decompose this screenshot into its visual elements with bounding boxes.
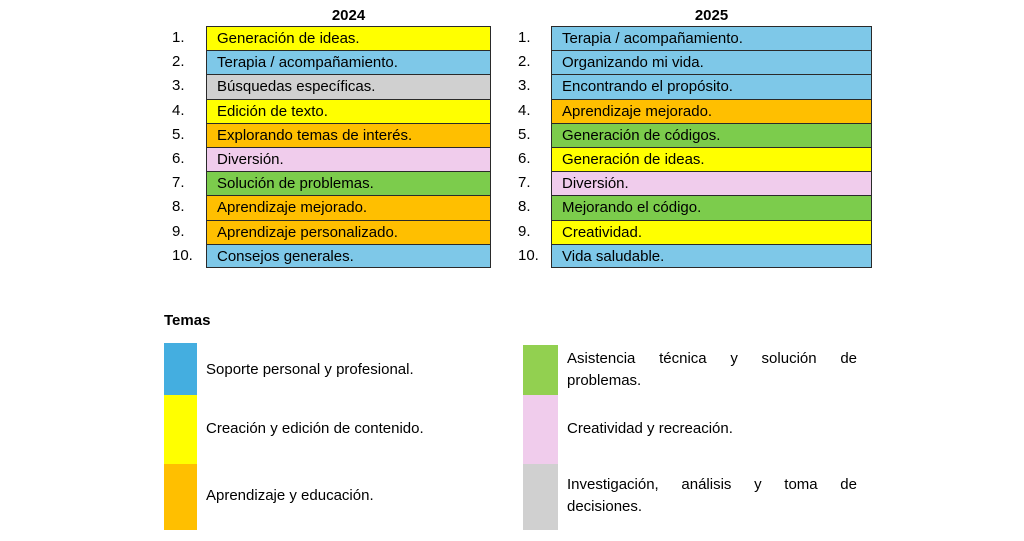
rank-number: 2. xyxy=(518,53,531,71)
legend-label: Soporte personal y profesional. xyxy=(206,361,414,378)
legend-label: Aprendizaje y educación. xyxy=(206,487,374,504)
rank-number: 8. xyxy=(518,198,531,216)
rank-number: 9. xyxy=(518,222,531,240)
use-case-cell: Mejorando el código. xyxy=(551,195,872,219)
rank-number: 5. xyxy=(172,125,185,143)
year-heading-2025: 2025 xyxy=(694,7,729,24)
legend-swatch xyxy=(523,395,558,464)
rank-number: 7. xyxy=(518,174,531,192)
use-case-cell: Diversión. xyxy=(206,147,491,171)
rank-number: 3. xyxy=(172,77,185,95)
use-case-cell: Generación de códigos. xyxy=(551,123,872,147)
legend-swatch xyxy=(164,464,197,530)
use-case-cell: Edición de texto. xyxy=(206,99,491,123)
legend-swatch xyxy=(164,343,197,395)
rank-number: 6. xyxy=(172,149,185,167)
rank-number: 8. xyxy=(172,198,185,216)
use-case-cell: Aprendizaje mejorado. xyxy=(551,99,872,123)
legend-swatch xyxy=(164,395,197,464)
legend-swatch xyxy=(523,345,558,395)
legend-label: Asistencia técnica y solución de problemas. xyxy=(567,350,857,389)
use-case-cell: Terapia / acompañamiento. xyxy=(206,50,491,74)
rank-number: 7. xyxy=(172,174,185,192)
legend-title: Temas xyxy=(164,312,211,329)
rank-number: 6. xyxy=(518,149,531,167)
rank-number: 3. xyxy=(518,77,531,95)
year-heading-2024: 2024 xyxy=(331,7,366,24)
rank-number: 1. xyxy=(172,29,185,46)
use-case-cell: Solución de problemas. xyxy=(206,171,491,195)
rank-number: 10. xyxy=(172,246,193,264)
use-case-cell: Consejos generales. xyxy=(206,244,491,268)
use-case-cell: Aprendizaje mejorado. xyxy=(206,195,491,219)
use-case-cell: Explorando temas de interés. xyxy=(206,123,491,147)
use-case-cell: Generación de ideas. xyxy=(551,147,872,171)
use-case-cell: Aprendizaje personalizado. xyxy=(206,220,491,244)
rank-number: 1. xyxy=(518,29,531,46)
legend-swatch xyxy=(523,464,558,530)
use-case-cell: Encontrando el propósito. xyxy=(551,74,872,98)
use-case-cell: Generación de ideas. xyxy=(206,26,491,50)
rank-number: 4. xyxy=(518,101,531,119)
use-case-cell: Organizando mi vida. xyxy=(551,50,872,74)
use-case-cell: Búsquedas específicas. xyxy=(206,74,491,98)
rank-number: 10. xyxy=(518,246,539,264)
rank-number: 9. xyxy=(172,222,185,240)
use-case-cell: Creatividad. xyxy=(551,220,872,244)
use-case-cell: Terapia / acompañamiento. xyxy=(551,26,872,50)
use-case-cell: Diversión. xyxy=(551,171,872,195)
legend-label: Creación y edición de contenido. xyxy=(206,420,424,437)
rank-number: 5. xyxy=(518,125,531,143)
use-case-cell: Vida saludable. xyxy=(551,244,872,268)
legend-label: Investigación, análisis y toma de decisiones. xyxy=(567,476,857,515)
legend-label: Creatividad y recreación. xyxy=(567,420,733,437)
rank-number: 4. xyxy=(172,101,185,119)
rank-number: 2. xyxy=(172,53,185,71)
